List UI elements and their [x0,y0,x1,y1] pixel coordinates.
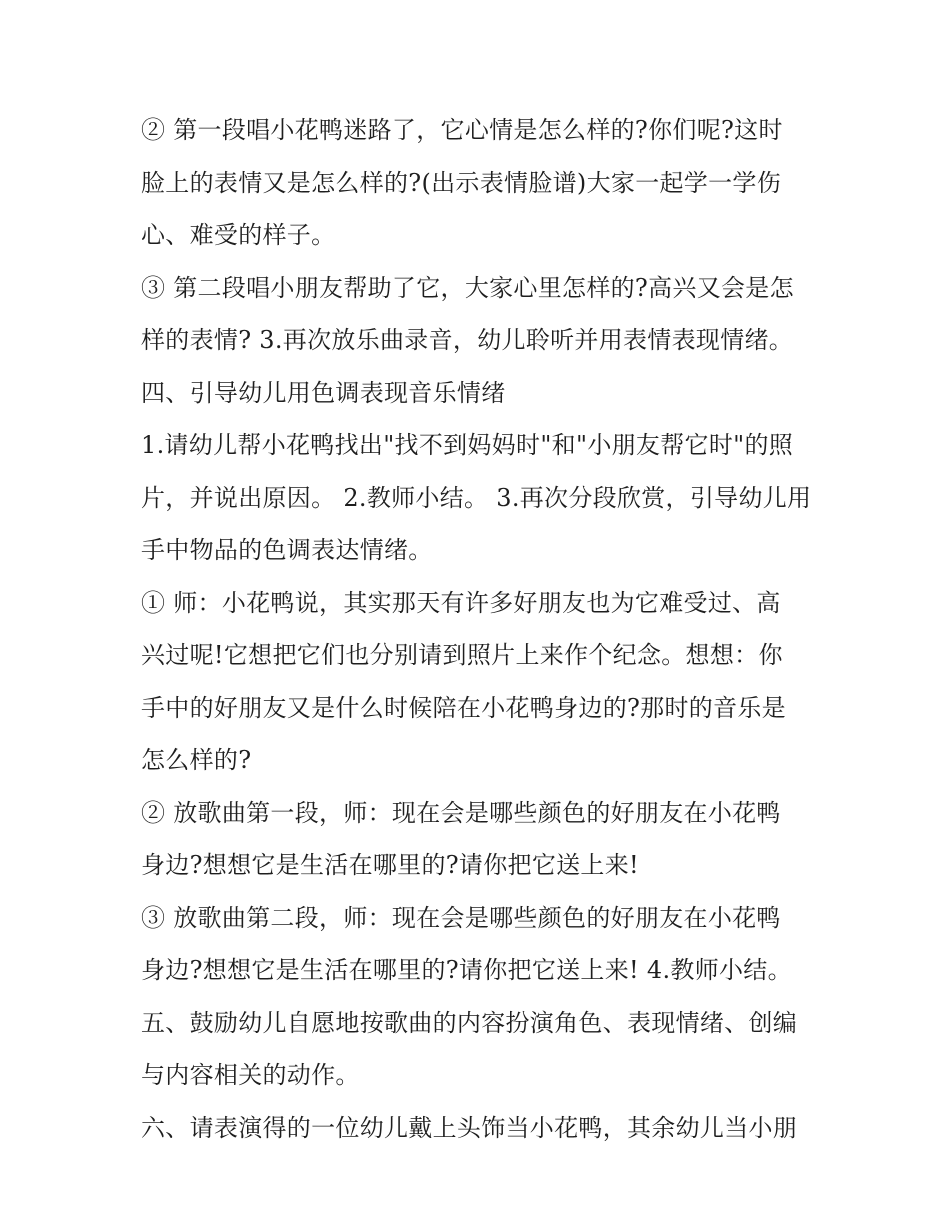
text-line: ① 师：小花鸭说，其实那天有许多好朋友也为它难受过、高 [141,588,781,617]
text-line: 兴过呢!它想把它们也分别请到照片上来作个纪念。想想：你 [141,641,783,669]
section-heading: 五、鼓励幼儿自愿地按歌曲的内容扮演角色、表现情绪、创编 [141,1008,798,1037]
section-heading: 四、引导幼儿用色调表现音乐情绪 [141,378,506,407]
text-line: 怎么样的? [141,746,252,774]
text-line: 身边?想想它是生活在哪里的?请你把它送上来! [141,851,639,879]
section-heading: 六、请表演得的一位幼儿戴上头饰当小花鸭，其余幼儿当小朋 [141,1113,798,1142]
text-line: ③ 第二段唱小朋友帮助了它，大家心里怎样的?高兴又会是怎 [141,273,794,302]
text-line: ② 第一段唱小花鸭迷路了，它心情是怎么样的?你们呢?这时 [141,116,783,144]
text-line: 身边?想想它是生活在哪里的?请你把它送上来! 4.教师小结。 [141,956,792,984]
text-line: 手中物品的色调表达情绪。 [141,536,433,564]
text-line: 样的表情? 3.再次放乐曲录音，幼儿聆听并用表情表现情绪。 [141,326,794,354]
text-line: 1.请幼儿帮小花鸭找出"找不到妈妈时"和"小朋友帮它时"的照 [141,431,794,459]
text-line: 心、难受的样子。 [141,221,336,249]
text-line: 脸上的表情又是怎么样的?(出示表情脸谱)大家一起学一学伤 [141,168,781,197]
text-line: ② 放歌曲第一段，师：现在会是哪些颜色的好朋友在小花鸭 [141,798,781,827]
text-line: ③ 放歌曲第二段，师：现在会是哪些颜色的好朋友在小花鸭 [141,903,781,932]
document-body [141,104,821,1154]
text-line: 与内容相关的动作。 [141,1061,360,1089]
text-line: 手中的好朋友又是什么时候陪在小花鸭身边的?那时的音乐是 [141,693,786,722]
text-line: 片，并说出原因。 2.教师小结。 3.再次分段欣赏，引导幼儿用 [141,483,812,512]
